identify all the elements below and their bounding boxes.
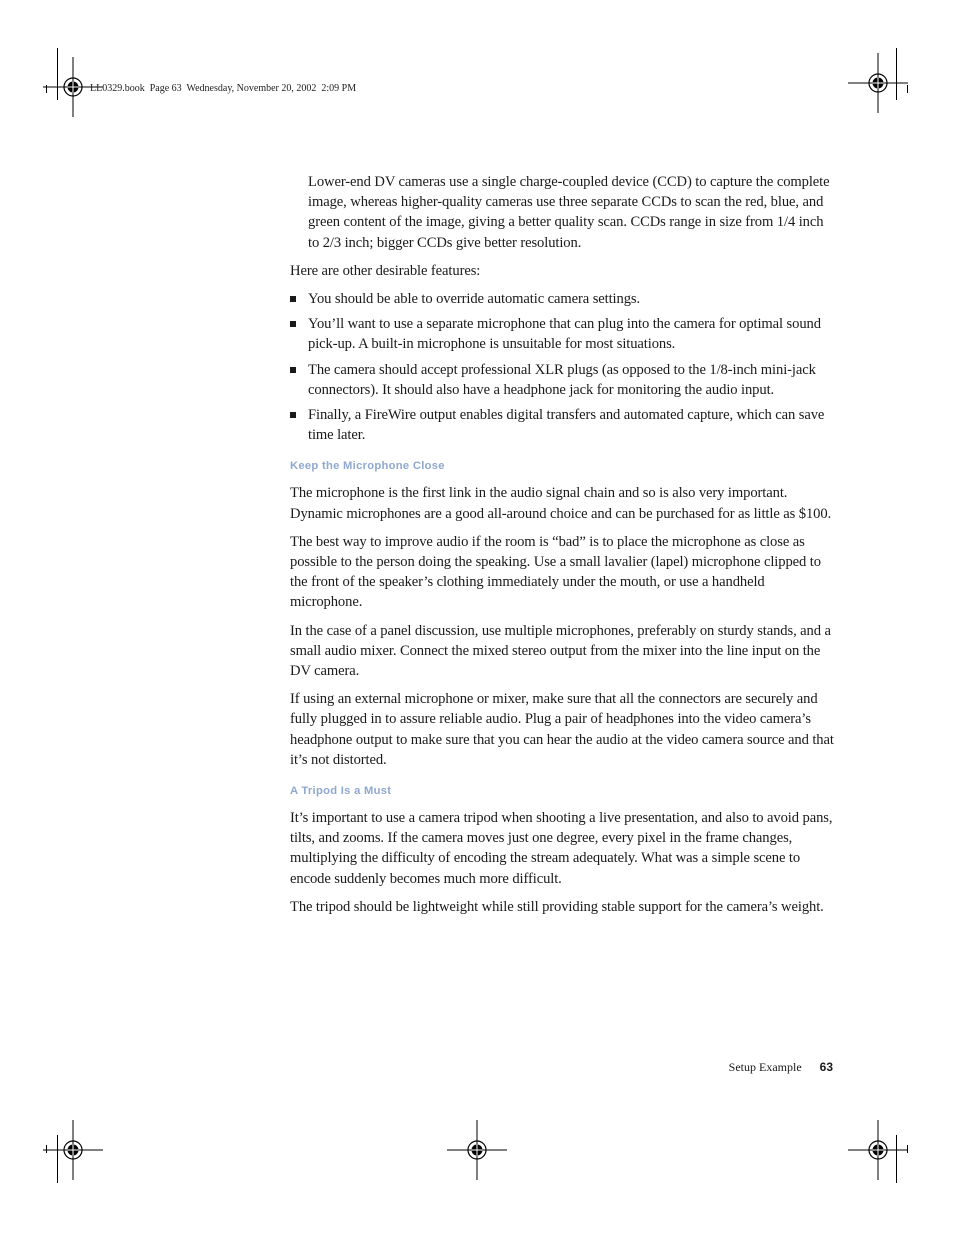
feature-list xyxy=(290,289,835,445)
list-item: Finally, a FireWire output enables digital transfers and automated capture, which can save time later. xyxy=(290,405,835,445)
crop-tick-right-bottom xyxy=(907,1145,908,1153)
features-lead: Here are other desirable features: xyxy=(290,262,481,279)
square-bullet-icon xyxy=(290,321,296,327)
list-item: You’ll want to use a separate microphone that can plug into the camera for optimal sound pick-up. A built-in microphone is unsuitable for most situations. xyxy=(290,314,835,354)
paragraph: It’s important to use a camera tripod when shooting a live presentation, and also to avoid pans, tilts, and zooms. If the camera moves just one degree, every pixel in the frame changes, multiplying the difficulty of encoding the stream adequately. What was a simple scene to encode suddenly becomes much more difficult. xyxy=(290,810,833,887)
crop-line-top-left xyxy=(57,48,58,100)
print-slug: LL0329.book Page 63 Wednesday, November 20, 2002 2:09 PM xyxy=(90,83,357,94)
page-footer xyxy=(729,1060,833,1075)
page-body xyxy=(290,172,835,925)
section-heading-microphone: Keep the Microphone Close xyxy=(290,460,445,473)
crop-line-bottom-left xyxy=(57,1135,58,1183)
paragraph: The best way to improve audio if the room is “bad” is to place the microphone as close as possible to the person doing the speaking. Use a small lavalier (lapel) microphone clipped to the front of the speaker’s clothing immediately under the mouth, or use a handheld microphone. xyxy=(290,533,821,611)
paragraph: If using an external microphone or mixer, make sure that all the connectors are securely and fully plugged in to assure reliable audio. Plug a pair of headphones into the video camera’s headphone output to make sure that you can hear the audio at the video camera source and that it’s not distorted. xyxy=(290,691,834,768)
crop-line-bottom-right xyxy=(896,1135,897,1183)
crop-tick-left-bottom xyxy=(46,1145,47,1153)
paragraph: The microphone is the first link in the audio signal chain and so is also very important. Dynamic microphones are a good all-around choice and can be purchased for as little as $100. xyxy=(290,485,832,522)
list-item: The camera should accept professional XLR plugs (as opposed to the 1/8-inch mini-jack connectors). It should also have a headphone jack for monitoring the audio input. xyxy=(290,360,835,400)
square-bullet-icon xyxy=(290,367,296,373)
square-bullet-icon xyxy=(290,412,296,418)
registration-mark-bottom-right xyxy=(848,1120,908,1180)
crop-tick-right-top xyxy=(907,85,908,93)
paragraph: The tripod should be lightweight while still providing stable support for the camera’s weight. xyxy=(290,898,824,915)
registration-mark-bottom-left xyxy=(43,1120,103,1180)
crop-tick-left-top xyxy=(46,85,47,93)
registration-mark-top-right xyxy=(848,53,908,113)
registration-mark-bottom-center xyxy=(447,1120,507,1180)
list-item: You should be able to override automatic camera settings. xyxy=(290,289,835,309)
intro-paragraph: Lower-end DV cameras use a single charge-coupled device (CCD) to capture the complete image, whereas higher-quality cameras use three separate CCDs to scan the red, blue, and green content of the image, giving a better quality scan. CCDs range in size from 1/4 inch to 2/3 inch; bigger CCDs give better resolution. xyxy=(308,174,830,251)
crop-line-top-right xyxy=(896,48,897,100)
section-heading-tripod: A Tripod Is a Must xyxy=(290,785,392,798)
footer-section-name: Setup Example xyxy=(728,1060,802,1074)
square-bullet-icon xyxy=(290,296,296,302)
paragraph: In the case of a panel discussion, use multiple microphones, preferably on sturdy stands, and a small audio mixer. Connect the mixed stereo output from the mixer into the line input on the DV camera. xyxy=(290,622,831,680)
page-number: 63 xyxy=(819,1060,833,1074)
